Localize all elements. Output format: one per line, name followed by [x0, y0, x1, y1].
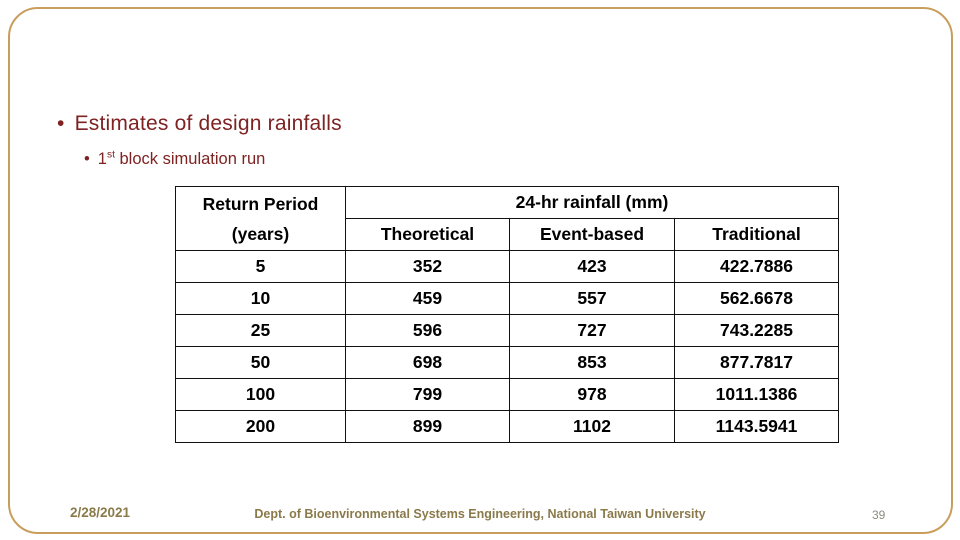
table-cell: 562.6678	[675, 283, 839, 315]
table-cell: 899	[346, 411, 510, 443]
table-cell: 799	[346, 379, 510, 411]
table-cell: 596	[346, 315, 510, 347]
bullet-marker: •	[57, 112, 65, 135]
slide-subtitle	[84, 150, 265, 169]
table-row	[176, 251, 839, 283]
title-text: Estimates of design rainfalls	[74, 112, 342, 135]
rainfall-table	[175, 186, 839, 443]
table-row	[176, 283, 839, 315]
table-cell: 557	[510, 283, 675, 315]
table-cell: 423	[510, 251, 675, 283]
table-cell: 1143.5941	[675, 411, 839, 443]
table-cell: 100	[176, 379, 346, 411]
footer-affiliation: Dept. of Bioenvironmental Systems Engineering, National Taiwan University	[254, 507, 706, 521]
table-cell: 743.2285	[675, 315, 839, 347]
table-cell: 1011.1386	[675, 379, 839, 411]
table-cell: 200	[176, 411, 346, 443]
subtitle-rest: block simulation run	[114, 150, 266, 168]
subtitle-superscript: st	[106, 149, 115, 161]
table-cell: 727	[510, 315, 675, 347]
footer-date: 2/28/2021	[70, 505, 131, 520]
bullet-marker: •	[84, 150, 90, 168]
rainfall-table-container	[175, 186, 838, 443]
table-cell: 1102	[510, 411, 675, 443]
page-number: 39	[872, 508, 886, 522]
table-cell: 422.7886	[675, 251, 839, 283]
table-body	[176, 251, 839, 443]
table-row	[176, 411, 839, 443]
table-cell: 352	[346, 251, 510, 283]
subtitle-number: 1	[97, 150, 107, 168]
table-header-rainfall: 24-hr rainfall (mm)	[346, 187, 839, 219]
column-header: Event-based	[510, 219, 675, 251]
table-header-row	[176, 187, 839, 219]
table-cell: 877.7817	[675, 347, 839, 379]
slide-title	[57, 112, 342, 136]
table-cell: 459	[346, 283, 510, 315]
table-row	[176, 347, 839, 379]
table-cell: 25	[176, 315, 346, 347]
table-row	[176, 315, 839, 347]
table-cell: 10	[176, 283, 346, 315]
table-cell: 50	[176, 347, 346, 379]
column-header: Traditional	[675, 219, 839, 251]
table-cell: 5	[176, 251, 346, 283]
table-header-return-period: Return Period (years)	[176, 187, 346, 251]
table-cell: 853	[510, 347, 675, 379]
column-header: Theoretical	[346, 219, 510, 251]
table-row	[176, 379, 839, 411]
table-cell: 978	[510, 379, 675, 411]
subtitle-text	[98, 150, 266, 168]
table-cell: 698	[346, 347, 510, 379]
